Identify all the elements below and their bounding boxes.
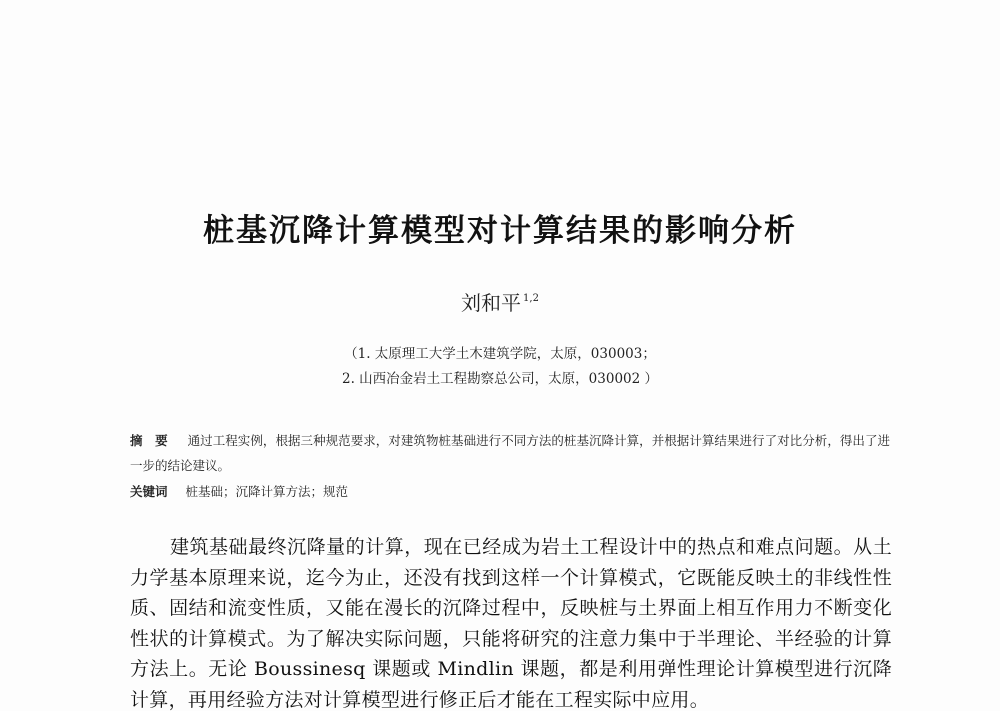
author-name: 刘和平	[461, 291, 522, 315]
body-paragraph: 建筑基础最终沉降量的计算，现在已经成为岩土工程设计中的热点和难点问题。从土力学基本原理来说，迄今为止，还没有找到这样一个计算模式，它既能反映土的非线性性质、固结和流变性质，又能在漫长的沉降过程中，反映桩与土界面上相互作用力不断变化性状的计算模式。为了解决实际问题，只能将研究的注意力集中于半理论、半经验的计算方法上。无论 Boussinesq 课题或 Mindlin 课题，都是利用弹性理论计算模型进行沉降计算，再用经验方法对计算模型进行修正后才能在工程实际中应用。	[130, 536, 892, 711]
abstract-label: 摘 要	[130, 433, 168, 448]
author-line	[0, 287, 1000, 316]
keywords-text: 桩基础；沉降计算方法；规范	[185, 484, 349, 499]
author-affiliation-marker: 1,2	[523, 293, 539, 304]
keywords-label: 关键词	[130, 484, 168, 499]
abstract-block	[130, 428, 890, 478]
affiliation-line-2: 2. 山西冶金岩土工程勘察总公司，太原，030002 ）	[342, 371, 658, 387]
keywords-block	[130, 482, 890, 500]
affiliation-line-1: （1. 太原理工大学土木建筑学院，太原，030003；	[344, 346, 656, 362]
paper-title: 桩基沉降计算模型对计算结果的影响分析	[203, 213, 797, 249]
abstract-text: 通过工程实例，根据三种规范要求，对建筑物桩基础进行不同方法的桩基沉降计算，并根据计算结果进行了对比分析，得出了进一步的结论建议。	[130, 433, 890, 473]
